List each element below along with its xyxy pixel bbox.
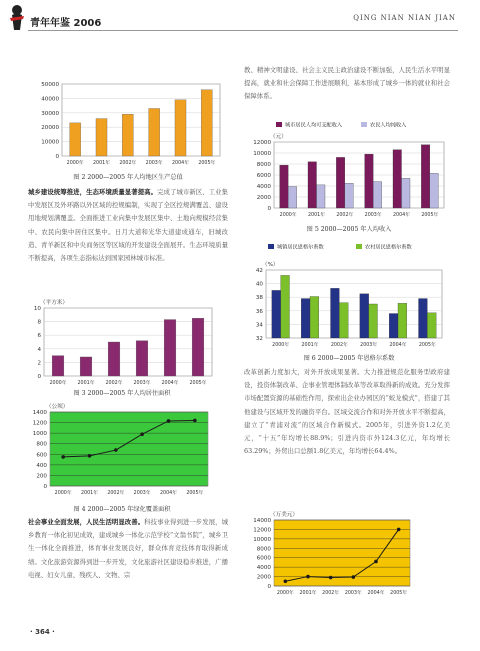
bar — [272, 290, 281, 338]
paragraph-body: 完成了城市新区、工业集中发展区及外环路以外区域的控规编制，实现了全区控规满覆盖、建设用地规划满覆盖。全面推进工业向集中发展区集中、土地向规模经营集中、农民向集中居住区集中。日月大道和光华大道建成通车，旧城改造、青羊新区和中央商务区等区域的开发建设全面展开。生态环境质量不断提高，各项生态指标达到国家园林城市标准。 — [28, 188, 229, 263]
bar — [192, 318, 204, 376]
legend-swatch — [356, 244, 362, 249]
x-tick-label: 2003年 — [145, 161, 163, 166]
y-tick-label: 12000 — [253, 140, 271, 146]
x-tick-label: 2002年 — [107, 491, 125, 496]
chart-engel — [244, 240, 454, 352]
y-tick-label: 10000 — [253, 151, 271, 157]
y-tick-label: 40 — [255, 281, 263, 288]
bar — [427, 313, 436, 338]
x-tick-label: 2005年 — [418, 343, 436, 348]
bar — [149, 108, 160, 156]
data-point — [397, 528, 401, 532]
bar — [331, 288, 340, 338]
chart-caption: 图 3 2000—2005 年人均居住面积 — [73, 390, 171, 397]
y-tick-label: 10 — [33, 306, 41, 312]
x-tick-label: 2004年 — [171, 161, 190, 166]
y-tick-label: 400 — [36, 462, 47, 469]
data-point — [374, 560, 378, 564]
bar — [281, 275, 290, 338]
data-point — [352, 575, 356, 579]
x-tick-label: 2001年 — [301, 343, 319, 348]
plot-frame — [266, 270, 442, 338]
x-tick-label: 2001年 — [299, 591, 317, 596]
y-tick-label: 10000 — [41, 139, 59, 146]
x-tick-label: 2005年 — [189, 381, 207, 386]
bar — [164, 320, 176, 376]
y-tick-label: 1000 — [32, 431, 47, 438]
x-tick-label: 2004年 — [392, 213, 411, 218]
y-tick-label: 36 — [255, 308, 263, 315]
unit-label: （公顷） — [46, 404, 69, 410]
bar — [288, 187, 297, 208]
y-tick-label: 0 — [267, 584, 271, 590]
paragraph-lead: 社会事业全面发展，人民生活明显改善。 — [28, 518, 145, 526]
bar — [419, 299, 428, 338]
y-tick-label: 32 — [255, 336, 263, 342]
legend-label: 农村居民恩格尔系数 — [365, 244, 412, 251]
header-subtitle: QING NIAN NIAN JIAN — [353, 14, 456, 22]
y-tick-label: 8 — [37, 319, 41, 326]
chart-caption: 图 2 2000—2005 年人均地区生产总值 — [73, 174, 183, 181]
y-tick-label: 2000 — [256, 574, 271, 581]
x-tick-label: 2003年 — [344, 591, 362, 596]
unit-label: （元） — [270, 134, 287, 140]
x-tick-label: 2000年 — [272, 343, 290, 348]
legend-label: 农民人均纯收入 — [370, 122, 407, 129]
x-tick-label: 2004年 — [159, 491, 178, 496]
logo-icon — [8, 4, 26, 30]
y-tick-label: 0 — [43, 484, 47, 490]
y-tick-label: 0 — [37, 374, 41, 380]
x-tick-label: 2004年 — [389, 343, 407, 348]
bar — [393, 150, 402, 208]
bar — [52, 356, 64, 376]
y-tick-label: 6 — [37, 333, 41, 340]
x-tick-label: 2001年 — [92, 161, 111, 166]
data-point — [329, 576, 333, 580]
x-tick-label: 2000年 — [54, 491, 72, 496]
x-tick-label: 2002年 — [322, 591, 340, 596]
y-tick-label: 34 — [255, 322, 263, 329]
paragraph-reform: 改革创新力度加大，对外开放成果显著。大力推进规范化服务型政府建设，投资体制改革、企事业管理体制改革等改革取得新的成效。充分发挥市场配置资源的基础性作用，探索出企业办园区的“蛟龙模式”，搭建了其他建设与区域开发的融资平台。区域交流合作和对外开放水平不断提高，建立了“青浦对流”的区域合作新模式。2005年，引进外资1.2亿美元，“十五”年均增长88.9%；引进内资市外124.3亿元，年均增长63.29%；外贸出口总额1.8亿美元，年均增长64.4%。 — [244, 368, 450, 456]
bar — [421, 145, 430, 208]
paragraph-body: 科技事业得到进一步发展，城乡教育一体化初见成效，建成城乡一体化示范学校“文翁书院”，城乡卫生一体化全面推进，体育事业发展良好，群众体育竞技体育取得新成绩。文化旅游资源得到进一步开发，文化旅游社区建设稳步推进，广播电视、妇女儿童、残疾人、文物、宗 — [28, 518, 229, 579]
bar — [310, 297, 319, 338]
bar — [108, 342, 120, 376]
unit-label: （%） — [262, 262, 279, 268]
legend-swatch — [361, 122, 367, 127]
chart-caption: 图 6 2000—2005 年恩格尔系数 — [303, 355, 395, 362]
y-tick-label: 14000 — [253, 518, 271, 524]
bar — [280, 165, 289, 208]
data-point — [114, 448, 118, 452]
bar — [70, 123, 81, 156]
x-tick-label: 2002年 — [336, 213, 354, 218]
y-tick-label: 38 — [255, 295, 263, 302]
bar — [301, 299, 310, 338]
data-point — [167, 419, 171, 423]
bar — [373, 182, 382, 208]
bar — [136, 341, 148, 376]
plot-frame — [62, 84, 220, 156]
paragraph-lead: 城乡建设统筹推进，生态环境质量显著提高。 — [28, 188, 158, 196]
data-point — [284, 579, 288, 583]
legend-swatch — [276, 122, 282, 127]
y-tick-label: 50000 — [41, 82, 59, 88]
chart-foreign-trade — [244, 510, 454, 600]
y-tick-label: 800 — [36, 441, 47, 448]
y-tick-label: 42 — [255, 268, 263, 274]
x-tick-label: 2005年 — [198, 161, 216, 166]
bar — [402, 178, 411, 208]
x-tick-label: 2000年 — [49, 381, 67, 386]
bar — [175, 100, 186, 156]
bar — [389, 314, 398, 338]
bar — [360, 294, 369, 338]
data-point — [193, 419, 197, 423]
header-rule — [28, 30, 458, 31]
bar — [201, 90, 212, 156]
x-tick-label: 2000年 — [279, 213, 297, 218]
data-point — [306, 575, 310, 579]
y-tick-label: 2 — [37, 360, 41, 367]
y-tick-label: 8000 — [256, 162, 271, 168]
y-tick-label: 1400 — [32, 410, 47, 416]
bar — [80, 357, 92, 376]
y-tick-label: 8000 — [256, 546, 271, 553]
y-tick-label: 40000 — [41, 96, 59, 103]
y-tick-label: 600 — [36, 452, 47, 459]
plot-background — [274, 520, 410, 586]
x-tick-label: 2001年 — [307, 213, 326, 218]
y-tick-label: 12000 — [253, 527, 271, 534]
x-tick-label: 2003年 — [360, 343, 378, 348]
plot-background — [50, 412, 208, 486]
x-tick-label: 2003年 — [364, 213, 382, 218]
x-tick-label: 2004年 — [161, 381, 179, 386]
x-tick-label: 2005年 — [186, 491, 204, 496]
bar — [398, 303, 407, 338]
bar — [96, 119, 107, 156]
y-tick-label: 2000 — [256, 195, 271, 201]
y-tick-label: 10000 — [253, 536, 271, 543]
paragraph-livelihood: 教、精神文明建设、社会主义民主政治建设不断加强，人民生活水平明显提高，就业和社会保障工作进展顺利，基本形成了城乡一体的就业和社会保障体系。 — [244, 66, 450, 101]
data-point — [88, 454, 92, 458]
x-tick-label: 2002年 — [330, 343, 348, 348]
x-tick-label: 2003年 — [133, 381, 151, 386]
data-point — [61, 455, 65, 459]
plot-frame — [44, 308, 212, 376]
paragraph-urban-rural — [28, 186, 228, 265]
y-tick-label: 0 — [267, 206, 271, 212]
chart-income — [244, 118, 454, 222]
y-tick-label: 6000 — [256, 555, 271, 562]
y-tick-label: 6000 — [256, 173, 271, 179]
y-tick-label: 200 — [36, 473, 47, 480]
y-tick-label: 1200 — [32, 420, 47, 427]
y-tick-label: 20000 — [41, 125, 59, 132]
x-tick-label: 2002年 — [105, 381, 123, 386]
bar — [317, 185, 326, 208]
bar — [122, 114, 133, 156]
bar — [339, 303, 348, 338]
legend-label: 城镇居民恩格尔系数 — [277, 244, 324, 251]
x-tick-label: 2001年 — [80, 491, 99, 496]
x-tick-label: 2000年 — [66, 161, 84, 166]
chart-green-area — [22, 400, 222, 502]
data-point — [140, 432, 144, 436]
paragraph-social — [28, 516, 228, 582]
y-tick-label: 0 — [55, 154, 59, 160]
chart-caption: 图 4 2000—2005 年绿化覆盖面积 — [73, 506, 171, 513]
bar — [365, 154, 374, 208]
bar — [336, 157, 345, 208]
x-tick-label: 2002年 — [119, 161, 137, 166]
x-tick-label: 2001年 — [77, 381, 95, 386]
bar — [345, 183, 354, 208]
chart-caption: 图 5 2000—2005 年人均收入 — [306, 226, 392, 233]
page-number: · 364 · — [30, 628, 55, 636]
y-tick-label: 30000 — [41, 110, 59, 117]
y-tick-label: 4 — [37, 346, 41, 353]
chart-gdp-per-capita — [28, 78, 228, 170]
x-tick-label: 2005年 — [390, 591, 408, 596]
bar — [308, 162, 317, 208]
y-tick-label: 4000 — [256, 565, 271, 572]
x-tick-label: 2004年 — [367, 591, 385, 596]
legend-swatch — [268, 244, 274, 249]
y-tick-label: 4000 — [256, 184, 271, 190]
chart-living-area — [22, 296, 222, 390]
unit-label: （万美元） — [270, 512, 298, 518]
bar — [369, 304, 378, 338]
bar — [430, 173, 439, 208]
unit-label: （平方米） — [40, 300, 68, 306]
x-tick-label: 2003年 — [133, 491, 151, 496]
header-title: 青年年鉴 2006 — [30, 18, 102, 29]
legend-label: 城市居民人均可支配收入 — [285, 122, 343, 129]
x-tick-label: 2005年 — [421, 213, 439, 218]
x-tick-label: 2000年 — [276, 591, 294, 596]
